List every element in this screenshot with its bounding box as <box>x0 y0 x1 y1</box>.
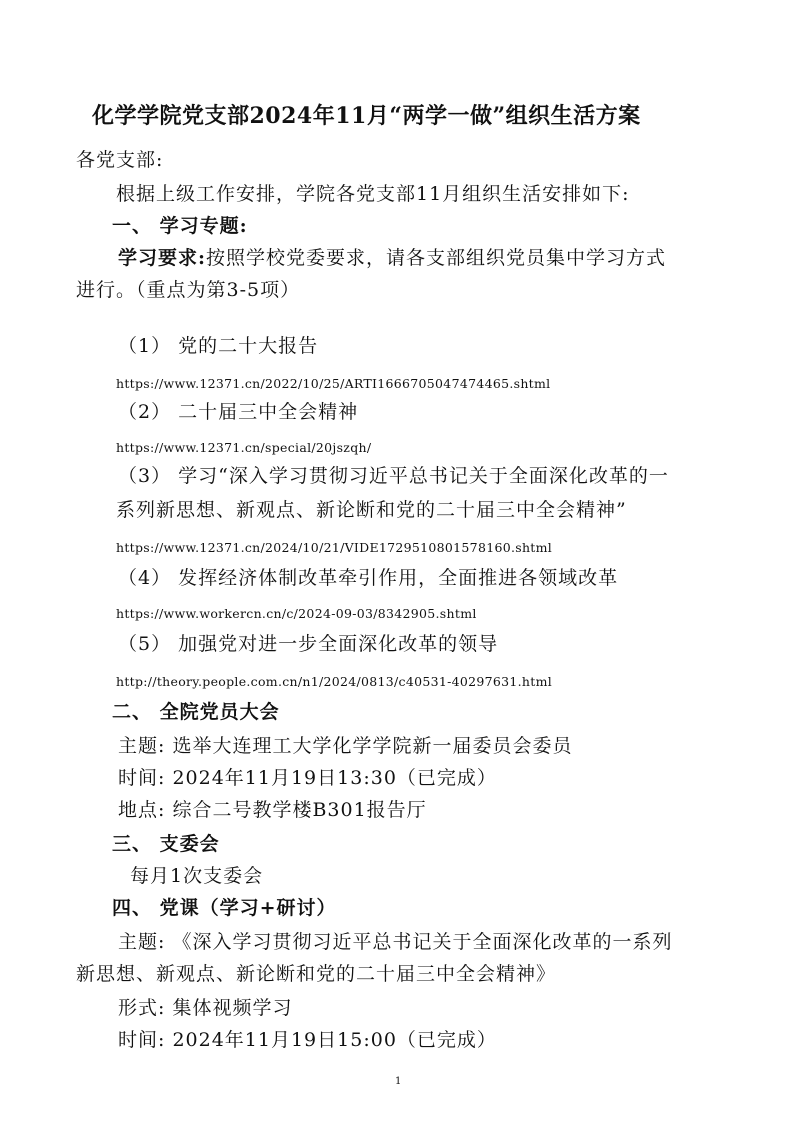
study-item-3-continued: 系列新思想、新观点、新论断和党的二十届三中全会精神” <box>116 499 627 521</box>
study-item-1 <box>118 334 318 358</box>
study-item-5 <box>118 632 498 656</box>
study-item-3 <box>118 464 669 488</box>
item-title: 发挥经济体制改革牵引作用，全面推进各领域改革 <box>178 567 619 589</box>
meeting-time: 时间: 2024年11月19日13:30（已完成） <box>118 767 497 789</box>
meeting-place: 地点: 综合二号教学楼B301报告厅 <box>118 799 427 821</box>
study-item-2-link[interactable]: https://www.12371.cn/special/20jszqh/ <box>116 440 372 455</box>
item-title: 加强党对进一步全面深化改革的领导 <box>178 633 499 655</box>
item-number: （4） <box>118 567 172 589</box>
committee-text: 每月1次支委会 <box>130 865 264 887</box>
requirement-line-2: 进行。（重点为第3-5项） <box>76 279 301 301</box>
intro-paragraph: 根据上级工作安排，学院各党支部11月组织生活安排如下: <box>116 183 630 205</box>
section-1-heading: 一、 学习专题: <box>112 215 248 237</box>
study-item-3-link[interactable]: https://www.12371.cn/2024/10/21/VIDE1729510801578160.shtml <box>116 540 553 555</box>
section-3-heading: 三、 支委会 <box>112 833 220 855</box>
item-title: 学习“深入学习贯彻习近平总书记关于全面深化改革的一 <box>178 465 669 487</box>
item-number: （1） <box>118 335 172 357</box>
study-item-4-link[interactable]: https://www.workercn.cn/c/2024-09-03/8342905.shtml <box>116 606 477 621</box>
requirement-line-1 <box>118 246 666 270</box>
item-number: （3） <box>118 465 172 487</box>
study-item-1-link[interactable]: https://www.12371.cn/2022/10/25/ARTI1666705047474465.shtml <box>116 376 551 391</box>
lecture-format: 形式: 集体视频学习 <box>118 997 293 1019</box>
item-number: （2） <box>118 401 172 423</box>
section-4-heading: 四、 党课（学习+研讨） <box>112 897 337 919</box>
lecture-topic-line-1: 主题: 《深入学习贯彻习近平总书记关于全面深化改革的一系列 <box>118 931 673 953</box>
study-item-4 <box>118 566 618 590</box>
meeting-topic: 主题: 选举大连理工大学化学学院新一届委员会委员 <box>118 735 573 757</box>
study-item-2 <box>118 400 358 424</box>
item-number: （5） <box>118 633 172 655</box>
lecture-topic-line-2: 新思想、新观点、新论断和党的二十届三中全会精神》 <box>76 963 557 985</box>
item-title: 党的二十大报告 <box>178 335 319 357</box>
requirement-text: 按照学校党委要求，请各支部组织党员集中学习方式 <box>206 247 667 269</box>
section-2-heading: 二、 全院党员大会 <box>112 701 280 723</box>
page-title: 化学学院党支部2024年11月“两学一做”组织生活方案 <box>92 103 641 129</box>
lecture-time: 时间: 2024年11月19日15:00（已完成） <box>118 1029 497 1051</box>
page-number: 1 <box>395 1076 402 1087</box>
item-title: 二十届三中全会精神 <box>178 401 359 423</box>
requirement-label: 学习要求: <box>118 247 207 269</box>
study-item-5-link[interactable]: http://theory.people.com.cn/n1/2024/0813/c40531-40297631.html <box>116 674 553 689</box>
salutation: 各党支部: <box>76 149 164 171</box>
